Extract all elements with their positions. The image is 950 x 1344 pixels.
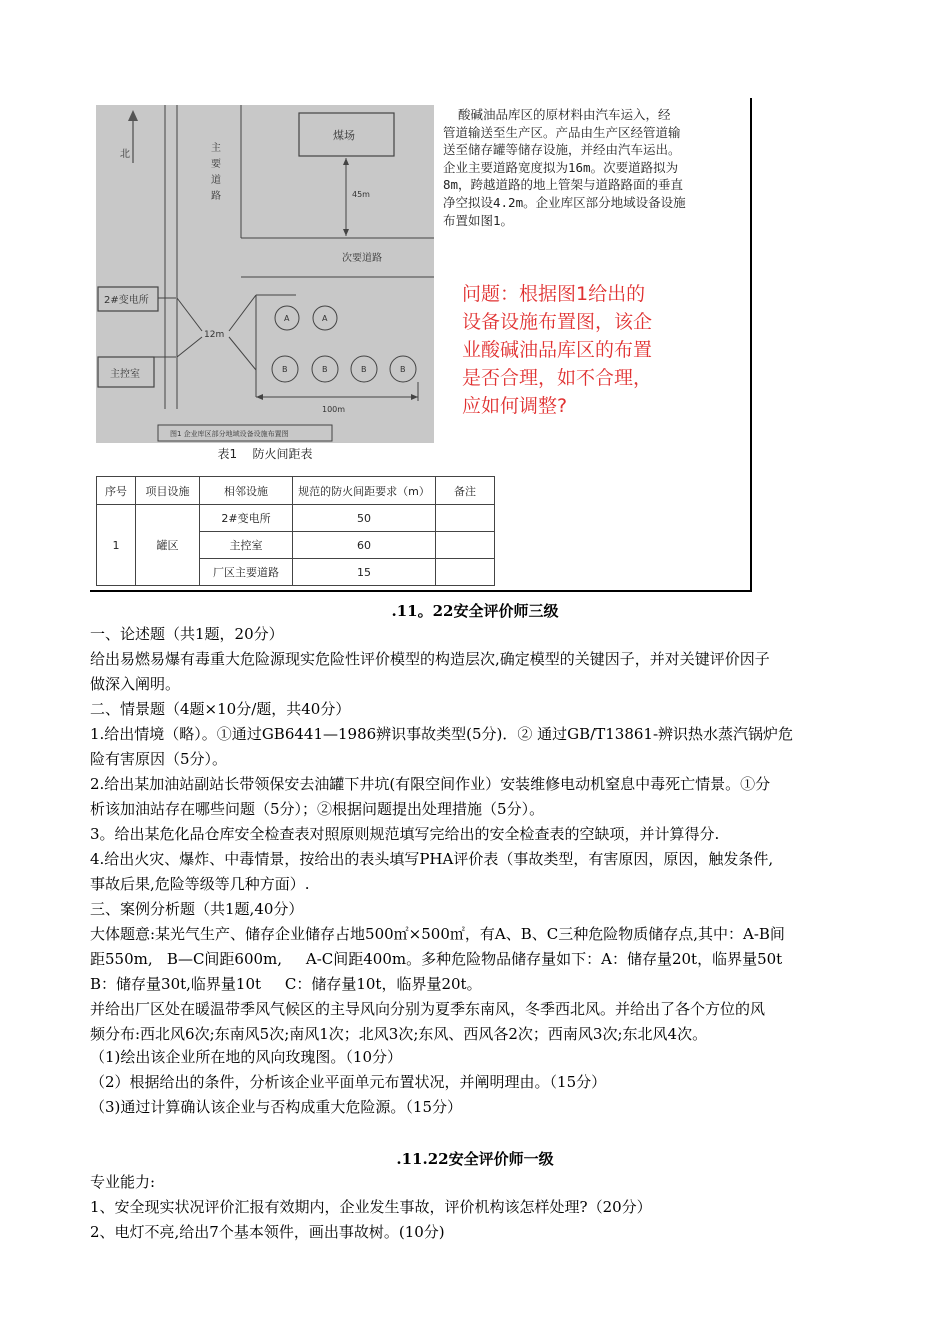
- table-header-cell: 相邻设施: [200, 477, 293, 505]
- dimension-100-arrow-right: [411, 394, 418, 400]
- text-line: 析该加油站存在哪些问题（5分）；②根据问题提出处理措施（5分）。: [90, 800, 545, 818]
- dimension-12-line-3: [229, 295, 256, 331]
- scenario-line: 净空拟设4.2m。企业库区部分地域设备设施: [443, 194, 686, 210]
- dimension-12-line-4: [229, 337, 256, 370]
- text-line: 大体题意:某光气生产、储存企业储存占地500㎡×500㎡，有A、B、C三种危险物质储存点,其中：A-B间: [90, 925, 785, 943]
- distance-cell: 15: [293, 559, 436, 586]
- table-header-row: [97, 477, 495, 505]
- section-heading-level3: .11。22安全评价师三级: [391, 602, 559, 620]
- neighbor-cell: 2#变电所: [200, 505, 293, 532]
- north-arrowhead-icon: [128, 110, 138, 121]
- text-line: 并给出厂区处在暖温带季风气候区的主导风向分别为夏季东南风，冬季西北风。并给出了各个方位的风: [90, 1000, 766, 1018]
- tank-b-2-label: B: [322, 365, 328, 374]
- table-title: 表1 防火间距表: [217, 447, 313, 461]
- scenario-text: [443, 106, 743, 229]
- text-line: 一、论述题（共1题，20分）: [90, 625, 284, 643]
- text-line: 1、安全现实状况评价汇报有效期内，企业发生事故，评价机构该怎样处理?（20分）: [90, 1198, 652, 1216]
- tank-a-2-label: A: [322, 314, 328, 323]
- question-text: [462, 280, 732, 420]
- tank-a-1-label: A: [284, 314, 290, 323]
- table-row: [97, 505, 495, 532]
- dimension-100-label: 100m: [322, 405, 346, 414]
- question-line: 是否合理，如不合理，: [462, 367, 653, 389]
- question-line: 应如何调整?: [462, 395, 568, 417]
- section-heading-level1: .11.22安全评价师一级: [396, 1150, 554, 1168]
- seq-cell: 1: [97, 505, 136, 586]
- table-header-cell: 项目设施: [136, 477, 200, 505]
- text-line: 4.给出火灾、爆炸、中毒情景，按给出的表头填写PHA评价表（事故类型，有害原因，原因，触发条件,: [90, 850, 774, 868]
- text-line: 险有害原因（5分）。: [90, 750, 228, 768]
- text-line: 事故后果,危险等级等几种方面）.: [90, 875, 310, 893]
- question-line: 业酸碱油品库区的布置: [462, 339, 653, 361]
- main-road-label-4: 路: [211, 191, 221, 202]
- note-cell: [436, 505, 495, 532]
- diagram-caption: 图1 企业库区部分地域设备设施布置图: [170, 430, 289, 438]
- text-line: 2.给出某加油站副站长带领保安去油罐下井坑(有限空间作业）安装维修电动机窒息中毒死亡情景。①分: [90, 775, 771, 793]
- north-label: 北: [120, 149, 130, 160]
- text-line: 3。给出某危化品仓库安全检查表对照原则规范填写完给出的安全检查表的空缺项，并计算得分.: [90, 825, 720, 843]
- tank-b-1-label: B: [282, 365, 288, 374]
- table-header-cell: 序号: [97, 477, 136, 505]
- dimension-12-label: 12m: [204, 330, 225, 340]
- dimension-100-arrow-left: [256, 394, 263, 400]
- text-line: 三、案例分析题（共1题,40分）: [90, 900, 304, 918]
- text-line: （1)绘出该企业所在地的风向玫瑰图。（10分）: [90, 1048, 402, 1066]
- main-road-label-2: 要: [211, 159, 221, 170]
- text-line: B：储存量30t,临界量10t C：储存量10t，临界量20t。: [90, 975, 482, 993]
- text-line: 频分布:西北风6次;东南风5次;南风1次；北风3次;东风、西风各2次；西南风3次;东北风4次。: [90, 1025, 708, 1043]
- layout-diagram: [96, 105, 434, 443]
- scenario-line: 送至储存罐等储存设施，并经由汽车运出。: [443, 142, 681, 158]
- facility-cell: 罐区: [136, 505, 200, 586]
- dimension-45-arrow-bottom: [343, 229, 349, 236]
- control-room-label: 主控室: [110, 369, 140, 380]
- neighbor-cell: 厂区主要道路: [200, 559, 293, 586]
- scenario-line: 企业主要道路宽度拟为16m。次要道路拟为: [443, 159, 679, 175]
- dimension-12-line-1: [177, 298, 202, 331]
- text-line: （3)通过计算确认该企业与否构成重大危险源。（15分）: [90, 1098, 462, 1116]
- table-header-cell: 规范的防火间距要求（m）: [293, 477, 436, 505]
- tank-b-3-label: B: [361, 365, 367, 374]
- question-line: 问题：根据图1给出的: [462, 283, 646, 305]
- question-line: 设备设施布置图，该企: [462, 311, 653, 333]
- figure-border-bottom: [90, 590, 752, 592]
- main-road-label-3: 道: [211, 175, 221, 186]
- scenario-line: 布置如图1。: [443, 212, 514, 228]
- note-cell: [436, 559, 495, 586]
- text-line: 给出易燃易爆有毒重大危险源现实危险性评价模型的构造层次,确定模型的关键因子，并对关键评价因子: [90, 650, 770, 668]
- secondary-road-label: 次要道路: [342, 253, 382, 264]
- neighbor-cell: 主控室: [200, 532, 293, 559]
- scenario-line: 8m，跨越道路的地上管架与道路路面的垂直: [443, 177, 684, 193]
- dimension-12-line-2: [177, 337, 202, 357]
- text-line: （2）根据给出的条件，分析该企业平面单元布置状况，并阐明理由。（15分）: [90, 1073, 607, 1091]
- figure-border-right: [750, 98, 752, 592]
- dimension-45-arrow-top: [343, 158, 349, 165]
- text-line: 距550m, B—C间距600m, A-C间距400m。多种危险物品储存量如下：A：储存量20t，临界量50t: [90, 950, 783, 968]
- text-line: 二、情景题（4题×10分/题，共40分）: [90, 700, 351, 718]
- text-line: 1.给出情境（略）。①通过GB6441—1986辨识事故类型(5分)．② 通过GB/T13861-辨识热水蒸汽锅炉危: [90, 725, 794, 743]
- note-cell: [436, 532, 495, 559]
- text-line: 专业能力:: [90, 1173, 156, 1191]
- coal-yard-label: 煤场: [333, 129, 355, 142]
- substation-label: 2#变电所: [104, 295, 149, 306]
- scenario-line: 酸碱油品库区的原材料由汽车运入，经: [443, 107, 671, 122]
- scenario-line: 管道输送至生产区。产品由生产区经管道输: [443, 124, 681, 140]
- fire-distance-table: [96, 476, 495, 586]
- table-header-cell: 备注: [436, 477, 495, 505]
- tank-b-4-label: B: [400, 365, 406, 374]
- distance-cell: 60: [293, 532, 436, 559]
- dimension-45-label: 45m: [352, 190, 370, 199]
- text-line: 2、电灯不亮,给出7个基本领件，画出事故树。(10分): [90, 1223, 445, 1241]
- main-road-label-1: 主: [211, 143, 221, 154]
- distance-cell: 50: [293, 505, 436, 532]
- text-line: 做深入阐明。: [90, 675, 181, 693]
